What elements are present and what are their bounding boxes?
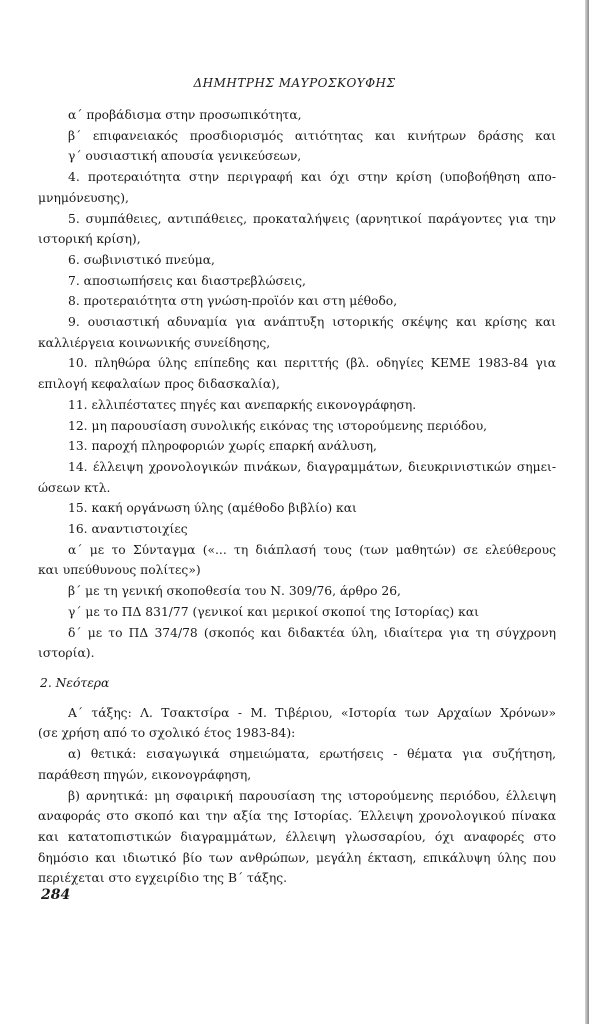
text-line: 11. ελλιπέστατες πηγές και ανεπαρκής εικονογράφηση. — [68, 397, 417, 412]
text-line: ώσεων κτλ. — [38, 480, 111, 495]
text-line: β΄ επιφανειακός προσδιορισμός αιτιότητας και κινήτρων δράσης και — [68, 128, 556, 143]
text-line: ιστορία). — [38, 646, 95, 661]
text-line: αναφοράς στο σκοπό και την αξία της Ιστορίας. Έλλειψη χρονολογικού πίνακα — [38, 809, 556, 824]
running-header: ΔΗΜΗΤΡΗΣ ΜΑΥΡΟΣΚΟΥΦΗΣ — [193, 76, 396, 90]
section-heading: 2. Νεότερα — [40, 675, 110, 690]
text-line: 8. προτεραιότητα στη γνώση-προϊόν και στη μέθοδο, — [68, 294, 398, 309]
text-line: ιστορική κρίση), — [38, 232, 141, 247]
text-line: επιλογή κεφαλαίων προς διδασκαλία), — [38, 377, 280, 392]
text-line: 13. παροχή πληροφοριών χωρίς επαρκή ανάλυση, — [68, 439, 377, 454]
text-line: 7. αποσιωπήσεις και διαστρεβλώσεις, — [68, 273, 306, 288]
text-line: 16. αναντιστοιχίες — [68, 522, 188, 537]
text-line: γ΄ με το ΠΔ 831/77 (γενικοί και μερικοί σκοποί της Ιστορίας) και — [68, 604, 479, 619]
text-line: β΄ με τη γενική σκοποθεσία του Ν. 309/76, άρθρο 26, — [68, 584, 401, 599]
list-second — [38, 703, 556, 889]
text-line: β) αρνητικά: μη σφαιρική παρουσίαση της ιστορούμενης περιόδου, έλλειψη — [68, 788, 556, 803]
text-line: α) θετικά: εισαγωγικά σημειώματα, ερωτήσεις - θέματα για συζήτηση, — [68, 747, 556, 762]
text-line: 9. ουσιαστική αδυναμία για ανάπτυξη ιστορικής σκέψης και κρίσης και — [68, 315, 556, 330]
text-line: και υπεύθυνους πολίτες») — [38, 563, 201, 578]
text-line: περιέχεται στο εγχειρίδιο της Β΄ τάξης. — [38, 871, 288, 886]
text-line: 12. μη παρουσίαση συνολικής εικόνας της ιστορούμενης περιόδου, — [68, 418, 488, 433]
text-line: καλλιέργεια κοινωνικής συνείδησης, — [38, 335, 271, 350]
text-line: 15. κακή οργάνωση ύλης (αμέθοδο βιβλίο) και — [68, 501, 357, 516]
text-line: 10. πληθώρα ύλης επίπεδης και περιττής (βλ. οδηγίες ΚΕΜΕ 1983-84 για — [68, 356, 556, 371]
page-edge-shadow — [585, 0, 589, 1024]
page-number: 284 — [41, 887, 71, 903]
text-line: 14. έλλειψη χρονολογικών πινάκων, διαγραμμάτων, διευκρινιστικών σημει- — [68, 459, 556, 474]
text-line: δημόσιο και ιδιωτικό βίο των ανθρώπων, μεγάλη έκταση, επικάλυψη ύλης που — [38, 850, 556, 865]
text-line: 6. σωβινιστικό πνεύμα, — [68, 252, 215, 267]
text-line: και κατατοπιστικών διαγραμμάτων, έλλειψη γλωσσαρίου, όχι αναφορές στο — [38, 829, 556, 844]
text-line: α΄ προβάδισμα στην προσωπικότητα, — [68, 108, 302, 122]
text-line: γ΄ ουσιαστική απουσία γενικεύσεων, — [68, 149, 302, 164]
text-line: α΄ με το Σύνταγμα («... τη διάπλασή τους (των μαθητών) σε ελεύθερους — [68, 542, 556, 557]
page-body — [38, 105, 556, 889]
text-line: 4. προτεραιότητα στην περιγραφή και όχι στην κρίση (υποβοήθηση απο- — [68, 170, 556, 185]
text-line: παράθεση πηγών, εικονογράφηση, — [38, 767, 252, 782]
text-line: δ΄ με το ΠΔ 374/78 (σκοπός και διδακτέα ύλη, ιδιαίτερα για τη σύγχρονη — [68, 625, 556, 640]
list-first — [38, 105, 556, 664]
text-line: Α΄ τάξης: Λ. Τσακτσίρα - Μ. Τιβέριου, «Ιστορία των Αρχαίων Χρόνων» — [68, 705, 556, 720]
text-line: 5. συμπάθειες, αντιπάθειες, προκαταλήψεις (αρνητικοί παράγοντες για την — [68, 211, 556, 226]
text-line: (σε χρήση από το σχολικό έτος 1983-84): — [38, 726, 296, 741]
section-gap — [38, 694, 556, 703]
text-line: μνημόνευσης), — [38, 190, 129, 205]
section-gap — [38, 664, 556, 673]
